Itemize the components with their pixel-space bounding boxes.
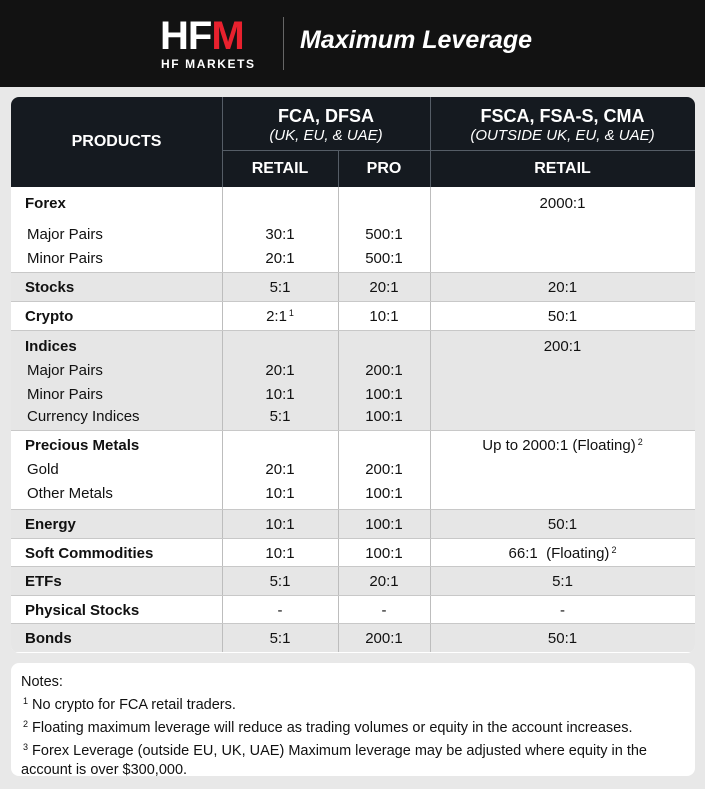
table-row (11, 187, 695, 273)
logo-wordmark: HFM (160, 14, 244, 58)
column-divider (222, 624, 223, 652)
column-divider (430, 431, 431, 510)
column-divider (338, 273, 339, 302)
header-divider-line (222, 97, 223, 187)
fsca-group-subtitle: (OUTSIDE UK, EU, & UAE) (470, 127, 655, 144)
fca-retail-value (222, 573, 338, 590)
table-row (11, 510, 695, 539)
fsca-retail-value (430, 437, 695, 454)
fsca-retail-value (430, 308, 695, 325)
fca-retail-value: 10:1 (265, 485, 295, 502)
table-row (11, 539, 695, 567)
column-divider (222, 567, 223, 596)
column-divider (338, 510, 339, 539)
column-divider (222, 302, 223, 331)
column-divider (222, 539, 223, 567)
header-divider-line (338, 151, 339, 187)
column-divider (430, 510, 431, 539)
header-bar (0, 0, 705, 87)
column-divider (222, 510, 223, 539)
sub-product-name: Gold (27, 461, 59, 478)
sub-product-name: Major Pairs (27, 362, 103, 379)
logo-subtext: HF MARKETS (161, 57, 256, 71)
product-name: Forex (25, 195, 66, 212)
column-divider (430, 596, 431, 624)
fsca-group-title: FSCA, FSA-S, CMA (480, 106, 645, 126)
sub-product-name: Minor Pairs (27, 250, 103, 267)
fsca-retail-value (430, 545, 695, 562)
column-divider (222, 187, 223, 273)
fsca-retail-value (430, 602, 695, 619)
value-text: 10:1 (265, 545, 295, 562)
column-divider (430, 331, 431, 431)
column-divider (222, 331, 223, 431)
footnote-marker: 2 (611, 545, 617, 555)
product-name: Physical Stocks (25, 602, 140, 619)
fca-retail-value: 5:1 (269, 408, 291, 425)
fca-dfsa-group-header (222, 101, 430, 149)
value-text: 5:1 (269, 630, 291, 647)
fca-pro-value: 100:1 (365, 485, 403, 502)
value-text: 2:1 (266, 308, 287, 325)
product-name: ETFs (25, 573, 62, 590)
fca-retail-value (222, 630, 338, 647)
fca-pro-value: 500:1 (365, 226, 403, 243)
column-divider (338, 331, 339, 431)
column-divider (430, 302, 431, 331)
fca-pro-value: 20:1 (369, 573, 399, 590)
header-divider-line (222, 150, 695, 151)
table-row (11, 273, 695, 302)
fca-retail-value (222, 545, 338, 562)
fca-pro-value: 100:1 (365, 408, 403, 425)
note-item: $^1$ No crypto for FCA retail traders. (23, 696, 236, 713)
product-name: Precious Metals (25, 437, 140, 454)
fsca-retail-value (430, 279, 695, 296)
column-divider (430, 273, 431, 302)
products-column-header: PRODUCTS (71, 133, 162, 150)
column-divider (430, 187, 431, 273)
sub-product-name: Currency Indices (27, 408, 140, 425)
value-text: - (560, 602, 565, 619)
fca-retail-value (222, 308, 338, 325)
header-divider-line (430, 97, 431, 187)
column-divider (338, 187, 339, 273)
value-text: 10:1 (265, 516, 295, 533)
table-row (11, 567, 695, 596)
column-divider (338, 567, 339, 596)
table-row (11, 331, 695, 431)
sub-product-name: Other Metals (27, 485, 113, 502)
table-row (11, 624, 695, 652)
fca-pro-value: 200:1 (365, 362, 403, 379)
hfm-logo (160, 16, 270, 72)
column-divider (338, 302, 339, 331)
product-name: Crypto (25, 308, 74, 325)
column-divider (222, 596, 223, 624)
page-title: Maximum Leverage (300, 26, 533, 54)
fca-pro-value: 200:1 (365, 461, 403, 478)
table-header (11, 97, 695, 187)
product-name: Bonds (25, 630, 72, 647)
sub-product-name: Minor Pairs (27, 386, 103, 403)
fsca-retail-column-header: RETAIL (534, 160, 591, 177)
product-name: Energy (25, 516, 76, 533)
fca-group-title: FCA, DFSA (278, 106, 374, 126)
header-divider (283, 17, 284, 70)
fca-pro-value: 500:1 (365, 250, 403, 267)
column-divider (338, 431, 339, 510)
product-name: Stocks (25, 279, 75, 296)
value-text: Up to 2000:1 (Floating) (482, 437, 636, 454)
fsca-retail-value (430, 338, 695, 355)
fca-pro-value: 100:1 (365, 516, 403, 533)
column-divider (222, 431, 223, 510)
fca-retail-value: 20:1 (265, 250, 295, 267)
product-name: Soft Commodities (25, 545, 154, 562)
column-divider (430, 539, 431, 567)
fsca-retail-value (430, 516, 695, 533)
footnote-marker: 2 (637, 437, 643, 447)
column-divider (338, 624, 339, 652)
fca-retail-column-header: RETAIL (251, 160, 309, 177)
sub-product-name: Major Pairs (27, 226, 103, 243)
value-text: 50:1 (547, 308, 578, 325)
fca-pro-value: 100:1 (365, 386, 403, 403)
fca-pro-value: 100:1 (365, 545, 403, 562)
fca-retail-value: 20:1 (265, 362, 295, 379)
value-text: 5:1 (269, 573, 291, 590)
notes-panel (11, 663, 695, 776)
fca-retail-value (222, 516, 338, 533)
leverage-table (11, 97, 695, 653)
note-item: $^2$ Floating maximum leverage will reduce as trading volumes or equity in the account increases. (23, 719, 633, 736)
column-divider (338, 596, 339, 624)
table-row (11, 596, 695, 624)
notes-title: Notes: (21, 674, 63, 690)
table-row (11, 431, 695, 510)
note-item: $^3$ Forex Leverage (outside EU, UK, UAE) Maximum leverage may be adjusted where equity in the account is over $300,000. (21, 742, 647, 778)
value-text: 5:1 (552, 573, 573, 590)
fca-retail-value: 20:1 (265, 461, 295, 478)
value-text: 50:1 (547, 516, 578, 533)
value-text: 20:1 (547, 279, 578, 296)
column-divider (338, 539, 339, 567)
value-text: 5:1 (269, 279, 291, 296)
product-name: Indices (25, 338, 77, 355)
fsca-retail-value (430, 630, 695, 647)
fca-pro-column-header: PRO (366, 160, 402, 177)
table-row (11, 302, 695, 331)
value-text: 2000:1 (539, 195, 586, 212)
column-divider (430, 567, 431, 596)
fca-retail-value (222, 602, 338, 619)
fca-pro-value: - (381, 602, 387, 619)
value-text: 200:1 (543, 338, 582, 355)
value-text: 66:1 (Floating) (508, 545, 610, 562)
fca-pro-value: 20:1 (369, 279, 399, 296)
fsca-retail-value (430, 573, 695, 590)
column-divider (430, 624, 431, 652)
value-text: 50:1 (547, 630, 578, 647)
fca-retail-value: 30:1 (265, 226, 295, 243)
value-text: - (277, 602, 283, 619)
fsca-group-header (430, 101, 695, 149)
fca-pro-value: 10:1 (369, 308, 399, 325)
fca-retail-value (222, 279, 338, 296)
column-divider (222, 273, 223, 302)
fca-group-subtitle: (UK, EU, & UAE) (269, 127, 383, 144)
fsca-retail-value (430, 195, 695, 212)
footnote-marker: 1 (288, 308, 294, 318)
fca-pro-value: 200:1 (365, 630, 403, 647)
fca-retail-value: 10:1 (265, 386, 295, 403)
